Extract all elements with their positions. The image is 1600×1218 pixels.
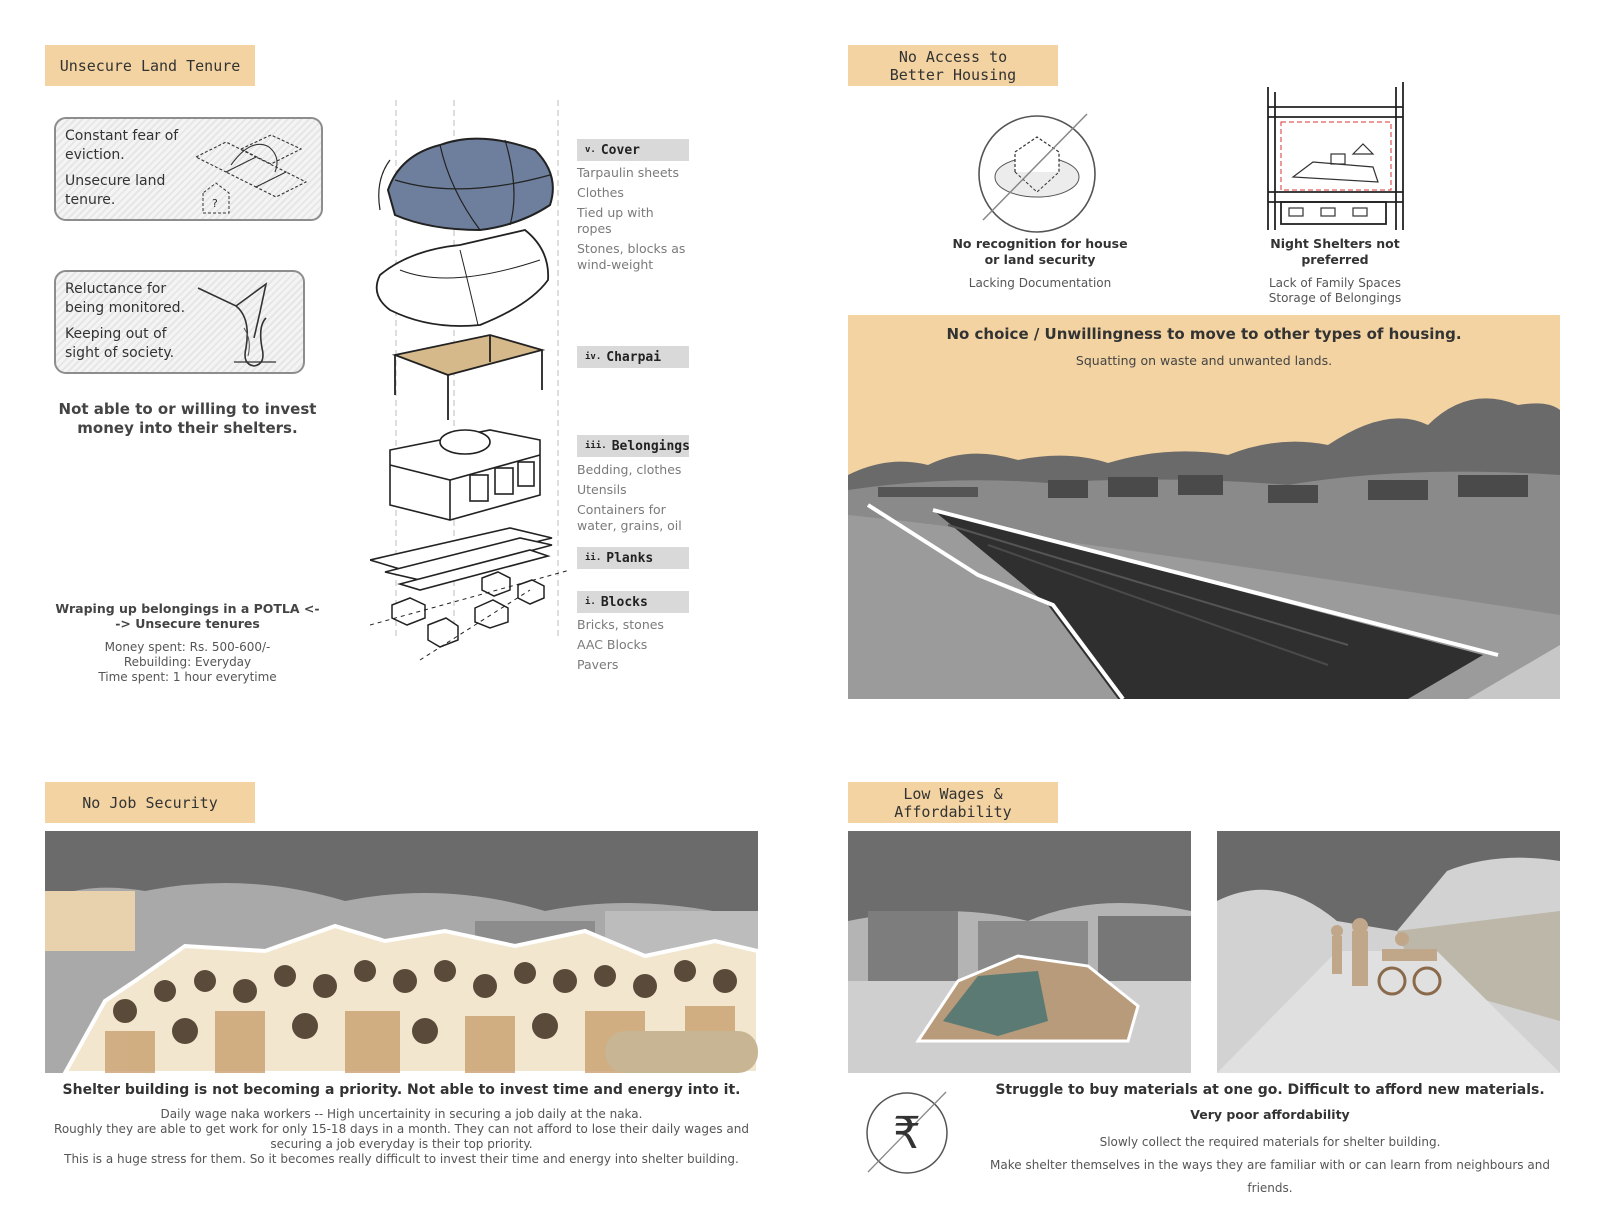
cover-item: Tarpaulin sheets (577, 165, 679, 180)
exploded-shelter-diagram (370, 100, 570, 680)
blocks-num: i. (585, 597, 596, 607)
canal-landscape-illustration (848, 315, 1560, 699)
night-shelters-reasons (1245, 276, 1425, 306)
naka-workers-photo (45, 831, 758, 1073)
night-shelters-title: Night Shelters not preferred (1270, 236, 1400, 267)
hand-cart-photo (1217, 831, 1560, 1073)
no-recognition-title: No recognition for house or land security (952, 236, 1128, 267)
potla-time: Time spent: 1 hour everytime (98, 670, 277, 684)
cover-item: Stones, blocks as wind-weight (577, 241, 686, 272)
planks-name: Planks (606, 550, 654, 566)
blocks-item: AAC Blocks (577, 637, 648, 652)
potla-rebuilding: Rebuilding: Everyday (123, 655, 252, 669)
rupee-crossed-icon (862, 1088, 952, 1178)
box1-line2: Unsecure land tenure. (65, 173, 166, 208)
belongings-layer-drawing (390, 430, 540, 520)
blocks-item: Pavers (577, 657, 619, 672)
lacking-documentation: Lacking Documentation (968, 276, 1112, 290)
land-sketch-glyph: ? (212, 197, 218, 210)
hiding-person-sketch-icon (196, 278, 296, 370)
no-house-recognition-icon (975, 112, 1100, 237)
fear-of-eviction-box (54, 117, 323, 221)
box2-line1: Reluctance for being monitored. (65, 281, 186, 316)
squatting-canal-photo (848, 315, 1560, 699)
affordability-line: Make shelter themselves in the ways they are familiar with or can learn from neighbours and friends. (990, 1158, 1550, 1195)
blocks-name: Blocks (600, 594, 648, 610)
component-label-charpai (577, 346, 689, 368)
poor-affordability: Very poor affordability (1190, 1107, 1350, 1122)
squatting-subtitle: Squatting on waste and unwanted lands. (1075, 353, 1333, 368)
affordability-line: Slowly collect the required materials for shelter building. (1099, 1135, 1441, 1149)
potla-details (55, 640, 320, 685)
no-choice-title: No choice / Unwillingness to move to other types of housing. (946, 325, 1462, 343)
charpai-layer-drawing (395, 335, 542, 420)
material-heap-illustration (848, 831, 1191, 1073)
potla-title: Wraping up belongings in a POTLA <--> Unsecure tenures (55, 601, 320, 631)
night-shelter-bunk-icon (1263, 82, 1408, 232)
cover-items (577, 165, 692, 277)
potla-money: Money spent: Rs. 500-600/- (104, 640, 271, 654)
cover-item: Tied up with ropes (577, 205, 654, 236)
belongings-item: Utensils (577, 482, 627, 497)
blocks-items (577, 617, 687, 677)
storage-belongings: Storage of Belongings (1268, 291, 1402, 305)
material-heap-photo (848, 831, 1191, 1073)
crowd-illustration (45, 831, 758, 1073)
section-tag-land-tenure: Unsecure Land Tenure (45, 45, 255, 86)
cover-item: Clothes (577, 185, 624, 200)
planks-layer-drawing (370, 528, 552, 590)
invest-money-statement: Not able to or willing to invest money into their shelters. (58, 400, 317, 437)
cover-num: v. (585, 145, 596, 155)
charpai-num: iv. (585, 352, 602, 362)
land-plots-sketch-icon (191, 127, 316, 215)
component-label-planks (577, 547, 689, 569)
cover-name: Cover (600, 142, 640, 158)
cover-layer-drawing (379, 139, 553, 230)
section-tag-low-wages: Low Wages & Affordability (848, 782, 1058, 823)
struggle-materials-title: Struggle to buy materials at one go. Difficult to afford new materials. (995, 1082, 1545, 1098)
belongings-num: iii. (585, 441, 607, 451)
job-security-details (45, 1107, 758, 1167)
family-spaces: Lack of Family Spaces (1268, 276, 1402, 290)
section-tag-housing: No Access to Better Housing (848, 45, 1058, 86)
box1-line1: Constant fear of eviction. (65, 128, 179, 163)
tarp-layer-drawing (377, 230, 548, 326)
rupee-symbol: ₹ (893, 1108, 921, 1159)
hand-cart-illustration (1217, 831, 1560, 1073)
belongings-name: Belongings (611, 438, 690, 454)
belongings-item: Bedding, clothes (577, 462, 682, 477)
belongings-item: Containers for water, grains, oil (577, 502, 682, 533)
planks-num: ii. (585, 553, 602, 563)
component-label-belongings (577, 435, 689, 457)
box2-line2: Keeping out of sight of society. (65, 326, 175, 361)
belongings-items (577, 462, 687, 538)
job-detail-line: This is a huge stress for them. So it becomes really difficult to invest their time and energy into shelter building. (64, 1152, 739, 1166)
charpai-name: Charpai (606, 349, 662, 365)
monitoring-box (54, 270, 305, 374)
component-label-blocks (577, 591, 689, 613)
component-label-cover (577, 139, 689, 161)
job-detail-line: Daily wage naka workers -- High uncertainity in securing a job daily at the naka. (160, 1107, 643, 1121)
affordability-details (980, 1131, 1560, 1200)
blocks-item: Bricks, stones (577, 617, 664, 632)
shelter-priority-title: Shelter building is not becoming a priority. Not able to invest time and energy into it. (62, 1082, 741, 1098)
job-detail-line: Roughly they are able to get work for only 15-18 days in a month. They can not afford to lose their daily wages and securing a job everyday is their top priority. (54, 1122, 749, 1151)
section-tag-job-security: No Job Security (45, 782, 255, 823)
